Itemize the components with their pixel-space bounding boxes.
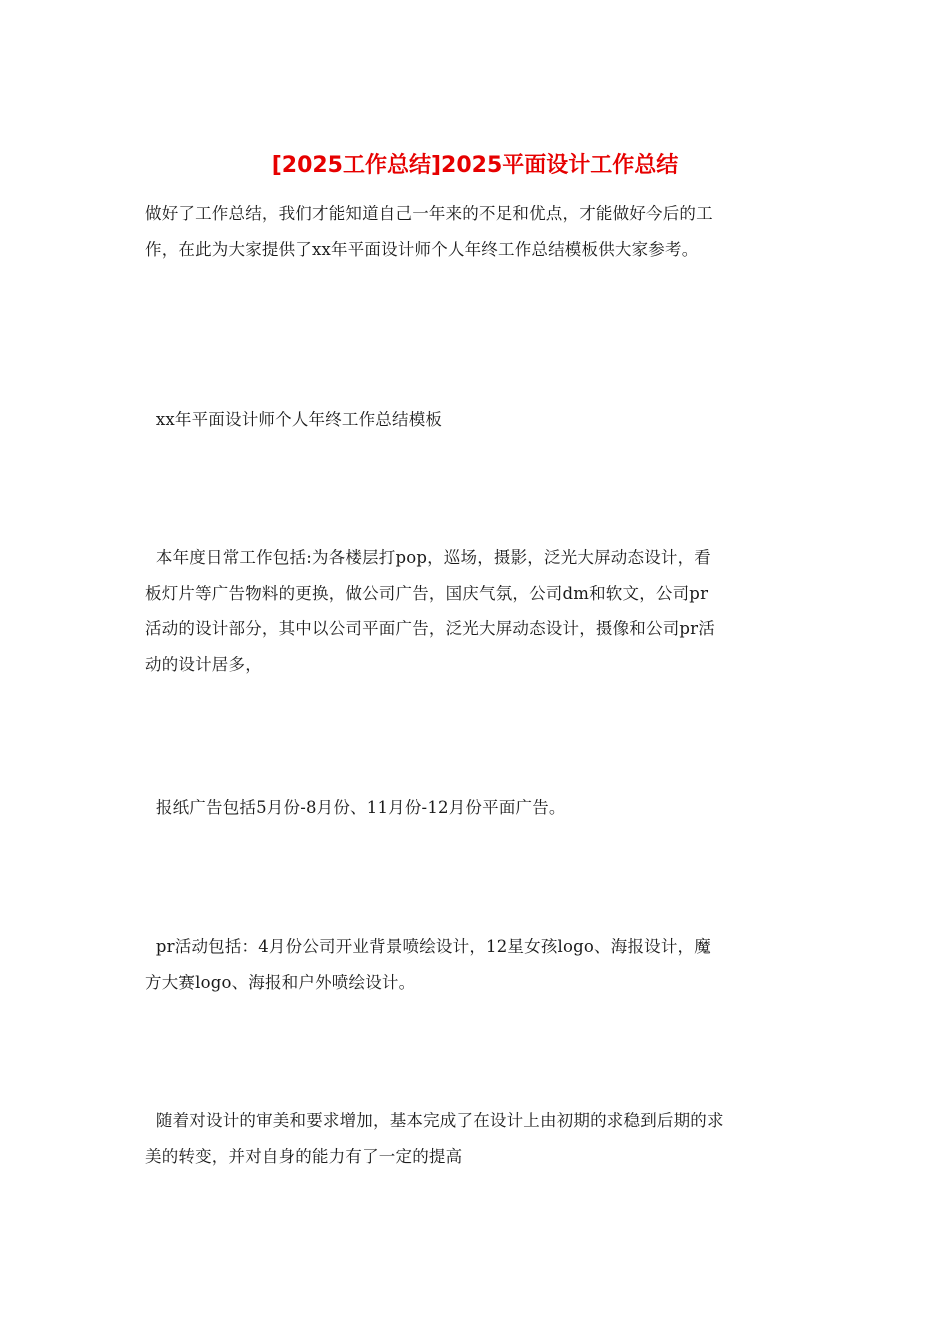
pr-activities-paragraph [145,929,810,1000]
section-heading [145,402,810,438]
paragraph-line: 随着对设计的审美和要求增加，基本完成了在设计上由初期的求稳到后期的求 [145,1111,724,1130]
paragraph-line: 美的转变，并对自身的能力有了一定的提高 [145,1146,463,1166]
paragraph-line: 本年度日常工作包括:为各楼层打pop，巡场，摄影，泛光大屏动态设计，看 [145,548,712,567]
paragraph-line: 报纸广告包括5月份-8月份、11月份-12月份平面广告。 [145,798,566,817]
paragraph-line: 做好了工作总结，我们才能知道自己一年来的不足和优点，才能做好今后的工 [145,204,713,223]
paragraph-line: xx年平面设计师个人年终工作总结模板 [145,410,443,429]
paragraph-line: 方大赛logo、海报和户外喷绘设计。 [145,972,416,992]
paragraph-line: 板灯片等广告物料的更换，做公司广告，国庆气氛，公司dm和软文，公司pr [145,583,709,603]
paragraph-line: 活动的设计部分，其中以公司平面广告，泛光大屏动态设计，摄像和公司pr活 [145,619,715,638]
improvement-paragraph [145,1103,810,1174]
document-title: [2025工作总结]2025平面设计工作总结 [271,153,679,178]
daily-work-paragraph [145,540,810,682]
newspaper-ads-paragraph [145,790,810,826]
paragraph-line: pr活动包括：4月份公司开业背景喷绘设计，12星女孩logo、海报设计，魔 [145,937,711,956]
paragraph-line: 动的设计居多， [145,654,262,674]
paragraph-line: 作，在此为大家提供了xx年平面设计师个人年终工作总结模板供大家参考。 [145,239,699,259]
intro-paragraph [145,196,810,267]
